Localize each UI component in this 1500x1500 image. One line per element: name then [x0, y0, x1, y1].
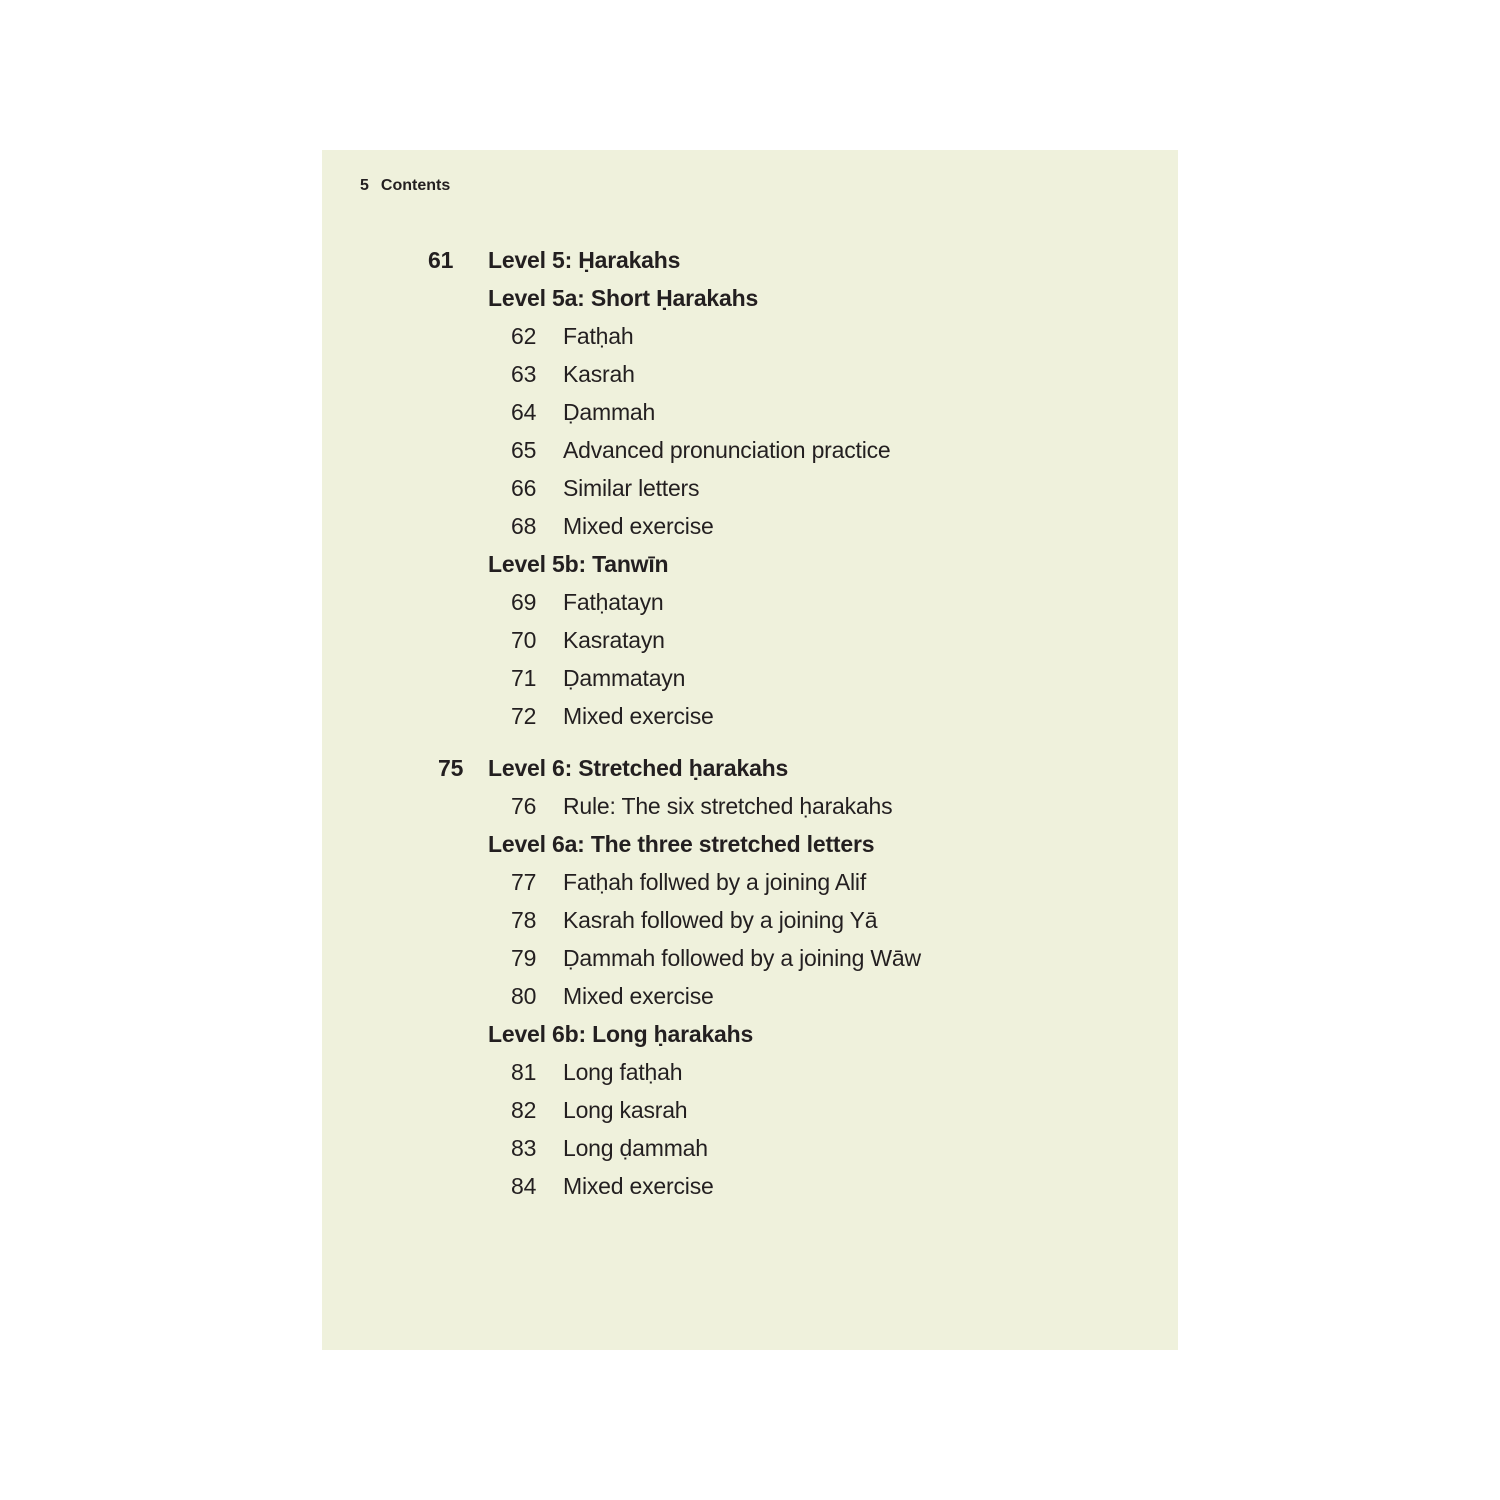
toc-page-number: 79 — [511, 945, 537, 971]
toc-title: Rule: The six stretched ḥarakahs — [563, 793, 893, 819]
page-number: 5 — [360, 177, 369, 194]
toc-title: Level 6b: Long ḥarakahs — [488, 1021, 754, 1047]
toc-title: Advanced pronunciation practice — [563, 437, 891, 463]
toc-page-number: 81 — [511, 1059, 537, 1085]
toc-page-number: 64 — [511, 399, 537, 425]
toc-page-number: 62 — [511, 323, 537, 349]
toc-page-number: 68 — [511, 513, 537, 539]
toc-title: Kasrah — [563, 361, 635, 387]
toc-title: Similar letters — [563, 475, 700, 501]
running-title: Contents — [380, 177, 451, 194]
toc-page-number: 77 — [511, 869, 537, 895]
book-page — [322, 150, 1178, 1350]
toc-page-number: 78 — [511, 907, 537, 933]
toc-title: Level 6a: The three stretched letters — [488, 831, 875, 857]
toc-title: Level 5: Ḥarakahs — [488, 247, 681, 273]
toc-page-number: 63 — [511, 361, 537, 387]
toc-page-number: 76 — [511, 793, 537, 819]
toc-page-number: 65 — [511, 437, 537, 463]
toc-title: Long fatḥah — [563, 1059, 683, 1085]
toc-title: Kasrah followed by a joining Yā — [563, 907, 878, 933]
toc-page-number: 66 — [511, 475, 537, 501]
toc-title: Level 6: Stretched ḥarakahs — [488, 755, 789, 781]
toc-title: Ḍammah — [563, 399, 656, 425]
toc-title: Long kasrah — [563, 1097, 688, 1123]
toc-page-number: 80 — [511, 983, 537, 1009]
toc-title: Ḍammah followed by a joining Wāw — [563, 945, 921, 971]
toc-title: Fatḥah — [563, 323, 634, 349]
toc-page-number: 69 — [511, 589, 537, 615]
toc-title: Mixed exercise — [563, 513, 714, 539]
toc-title: Level 5a: Short Ḥarakahs — [488, 285, 759, 311]
toc-page-number: 75 — [438, 755, 464, 781]
toc-page-number: 72 — [511, 703, 537, 729]
toc-page-number: 70 — [511, 627, 537, 653]
toc-page-number: 61 — [428, 247, 454, 273]
toc-title: Kasratayn — [563, 627, 665, 653]
toc-title: Fatḥah follwed by a joining Alif — [563, 869, 867, 895]
toc-page-number: 82 — [511, 1097, 537, 1123]
toc-title: Mixed exercise — [563, 703, 714, 729]
toc-page-number: 71 — [511, 665, 537, 691]
toc-title: Level 5b: Tanwīn — [488, 551, 669, 577]
toc-title: Ḍammatayn — [563, 665, 686, 691]
toc-page-number: 84 — [511, 1173, 537, 1199]
toc-title: Fatḥatayn — [563, 589, 664, 615]
running-header — [360, 177, 450, 195]
toc-page-number: 83 — [511, 1135, 537, 1161]
toc-title: Mixed exercise — [563, 983, 714, 1009]
toc-title: Mixed exercise — [563, 1173, 714, 1199]
toc-title: Long ḍammah — [563, 1135, 708, 1161]
